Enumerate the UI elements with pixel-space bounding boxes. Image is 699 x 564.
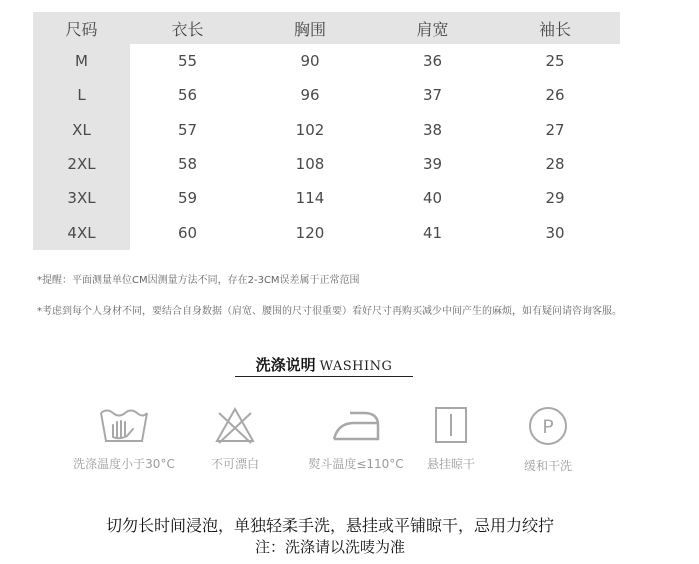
header-shoulder: 肩宽 [416,19,449,39]
washing-title-en: WASHING [319,359,393,374]
chest-cell: 102 [295,120,325,139]
sleeve-cell: 26 [545,86,565,105]
sleeve-cell: 27 [545,120,565,139]
shoulder-cell: 37 [422,86,443,105]
shoulder-cell: 39 [422,155,443,174]
size-cell: 3XL [33,181,130,215]
chest-cell: 108 [295,155,325,174]
care-item-dry-clean [488,405,608,474]
sleeve-cell: 30 [545,223,565,242]
size-cell: 4XL [33,215,130,249]
chest-cell: 114 [295,189,325,208]
header-size: 尺码 [65,19,98,39]
care-item-hand-wash [64,405,184,472]
table-row [33,44,620,78]
length-cell: 59 [177,189,198,208]
table-row [33,78,620,112]
size-table [33,12,620,250]
sleeve-cell: 29 [545,189,565,208]
length-cell: 57 [177,120,198,139]
chest-cell: 96 [300,86,320,105]
hand-wash-label: 洗涤温度小于30°C [73,457,175,471]
shoulder-cell: 40 [422,189,443,208]
shoulder-cell: 38 [422,120,443,139]
table-row [33,147,620,181]
care-item-no-bleach [175,405,295,472]
size-cell: XL [33,113,130,147]
hang-dry-icon [431,405,471,445]
wash-instruction: 切勿长时间浸泡，单独轻柔手洗，悬挂或平铺晾干，忌用力绞拧 [105,516,554,535]
dry-clean-p-icon [527,405,569,447]
iron-icon [330,405,382,445]
header-sleeve: 袖长 [538,19,571,39]
dry-clean-label: 缓和干洗 [523,459,572,473]
sleeve-cell: 28 [545,155,565,174]
table-row [33,113,620,147]
length-cell: 55 [177,52,198,71]
wash-label-note: 注：洗涤请以洗唛为准 [254,538,405,556]
header-length: 衣长 [171,19,204,39]
length-cell: 58 [177,155,198,174]
shoulder-cell: 41 [422,223,443,242]
washing-title [235,354,413,377]
table-row [33,215,620,249]
no-bleach-label: 不可漂白 [210,457,259,471]
header-chest: 胸围 [293,19,326,39]
table-row [33,181,620,215]
hand-wash-icon [98,405,150,445]
no-bleach-icon [213,405,257,445]
measurement-note: *提醒：平面测量单位CM因测量方法不同，存在2-3CM误差属于正常范围 [37,275,360,286]
size-cell: L [33,78,130,112]
size-cell: M [33,44,130,78]
dry-clean-symbol: P [542,416,554,438]
iron-label: 熨斗温度≤110°C [308,457,404,471]
size-table-header [33,12,620,44]
length-cell: 56 [177,86,198,105]
washing-title-cn: 洗涤说明 [255,356,316,374]
chest-cell: 90 [300,52,320,71]
hang-dry-label: 悬挂晾干 [426,457,475,471]
length-cell: 60 [177,223,198,242]
sleeve-cell: 25 [545,52,565,71]
shoulder-cell: 36 [422,52,443,71]
size-cell: 2XL [33,147,130,181]
size-advice-note: *考虑到每个人身材不同，要结合自身数据（肩宽、腰围的尺寸很重要）看好尺寸再购买减少中间产生的麻烦，如有疑问请咨询客服。 [37,306,622,317]
chest-cell: 120 [295,223,325,242]
